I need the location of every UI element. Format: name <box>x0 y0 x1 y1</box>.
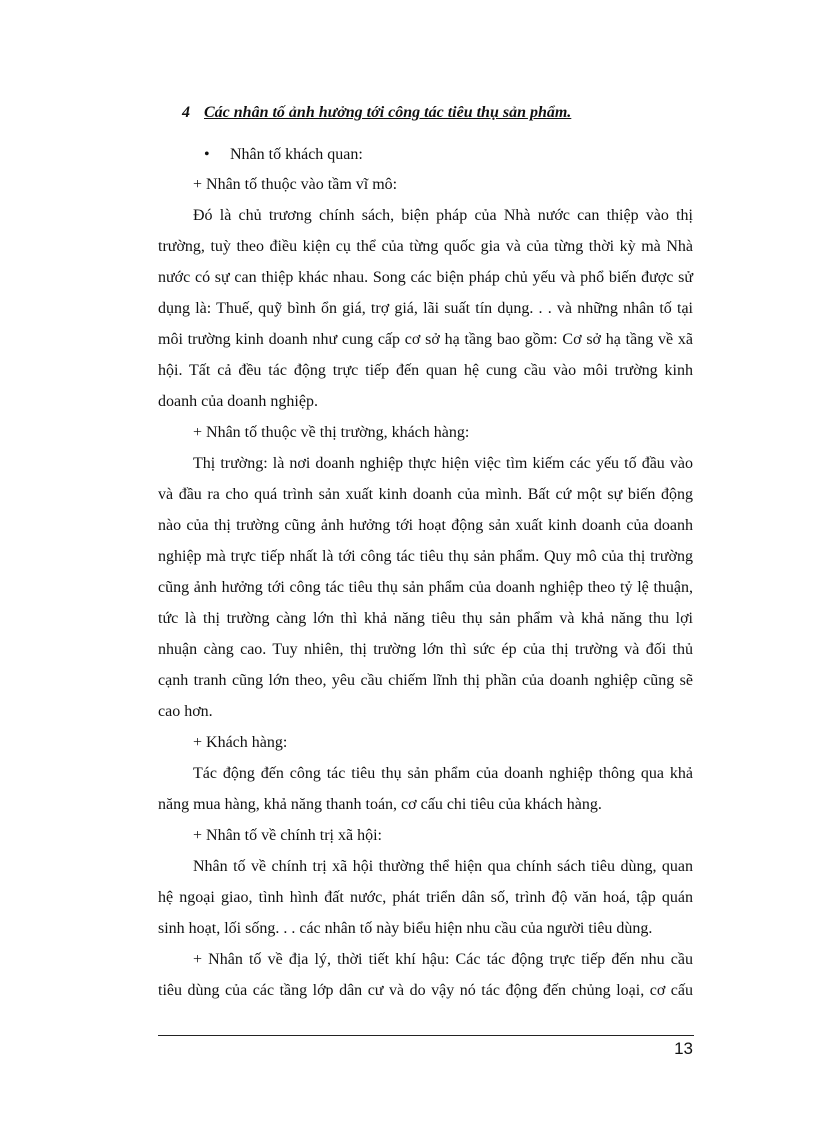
subheading-politics: + Nhân tố về chính trị xã hội: <box>193 827 382 844</box>
paragraph-line: cạnh tranh cũng lớn theo, yêu cầu chiếm lĩnh thị phần của doanh nghiệp cũng sẽ <box>158 672 693 689</box>
bullet-text: Nhân tố khách quan: <box>230 146 363 163</box>
subheading-customer: + Khách hàng: <box>193 734 288 751</box>
paragraph-line: năng mua hàng, khả năng thanh toán, cơ cấu chi tiêu của khách hàng. <box>158 796 602 813</box>
paragraph-line: nghiệp mà trực tiếp nhất là tới công tác tiêu thụ sản phẩm. Quy mô của thị trường <box>158 548 693 565</box>
section-heading <box>182 104 571 122</box>
paragraph-line: môi trường kinh doanh như cung cấp cơ sở hạ tầng bao gồm: Cơ sở hạ tầng về xã <box>158 331 693 348</box>
paragraph-line: nào của thị trường cũng ảnh hưởng tới hoạt động sản xuất kinh doanh của doanh <box>158 517 693 534</box>
subheading-market: + Nhân tố thuộc về thị trường, khách hàng: <box>193 424 470 441</box>
paragraph-line: doanh của doanh nghiệp. <box>158 393 318 410</box>
section-title: Các nhân tố ảnh hưởng tới công tác tiêu thụ sản phẩm. <box>204 104 572 121</box>
paragraph-line: hệ ngoại giao, tình hình đất nước, phát triển dân số, trình độ văn hoá, tập quán <box>158 889 693 906</box>
subheading-macro: + Nhân tố thuộc vào tầm vĩ mô: <box>193 176 398 193</box>
paragraph-line: sinh hoạt, lối sống. . . các nhân tố này biểu hiện nhu cầu của người tiêu dùng. <box>158 920 653 937</box>
paragraph-line: trường, tuỳ theo điều kiện cụ thể của từng quốc gia và của từng thời kỳ mà Nhà <box>158 238 693 255</box>
paragraph-line: + Nhân tố về địa lý, thời tiết khí hậu: Các tác động trực tiếp đến nhu cầu <box>193 951 693 968</box>
bullet-item <box>204 145 739 165</box>
paragraph-line: cũng ảnh hưởng tới công tác tiêu thụ sản phẩm của doanh nghiệp theo tỷ lệ thuận, <box>158 579 693 596</box>
paragraph-line: và đầu ra cho quá trình sản xuất kinh doanh của mình. Bất cứ một sự biến động <box>158 486 693 503</box>
paragraph-line: dụng là: Thuế, quỹ bình ổn giá, trợ giá, lãi suất tín dụng. . . và những nhân tố tại <box>158 300 693 317</box>
paragraph-line: Đó là chủ trương chính sách, biện pháp của Nhà nước can thiệp vào thị <box>193 207 693 224</box>
paragraph-line: nhuận càng cao. Tuy nhiên, thị trường lớn thì sức ép của thị trường và đối thủ <box>158 641 693 658</box>
paragraph-line: cao hơn. <box>158 703 213 720</box>
paragraph-line: tiêu dùng của các tầng lớp dân cư và do vậy nó tác động đến chủng loại, cơ cấu <box>158 982 693 999</box>
paragraph-line: hội. Tất cả đều tác động trực tiếp đến quan hệ cung cầu vào môi trường kinh <box>158 362 693 379</box>
bullet-icon: • <box>204 146 210 163</box>
paragraph-line: tức là thị trường càng lớn thì khả năng tiêu thụ sản phẩm và khả năng thu lợi <box>158 610 693 627</box>
section-number: 4 <box>182 104 190 121</box>
footer-rule <box>158 1035 694 1036</box>
paragraph-line: Thị trường: là nơi doanh nghiệp thực hiện việc tìm kiếm các yếu tố đầu vào <box>193 455 693 472</box>
paragraph-line: Tác động đến công tác tiêu thụ sản phẩm của doanh nghiệp thông qua khả <box>193 765 693 782</box>
paragraph-line: nước có sự can thiệp khác nhau. Song các biện pháp chủ yếu và phổ biến được sử <box>158 269 693 286</box>
page-number: 13 <box>674 1039 693 1058</box>
paragraph-line: Nhân tố về chính trị xã hội thường thể hiện qua chính sách tiêu dùng, quan <box>193 858 693 875</box>
